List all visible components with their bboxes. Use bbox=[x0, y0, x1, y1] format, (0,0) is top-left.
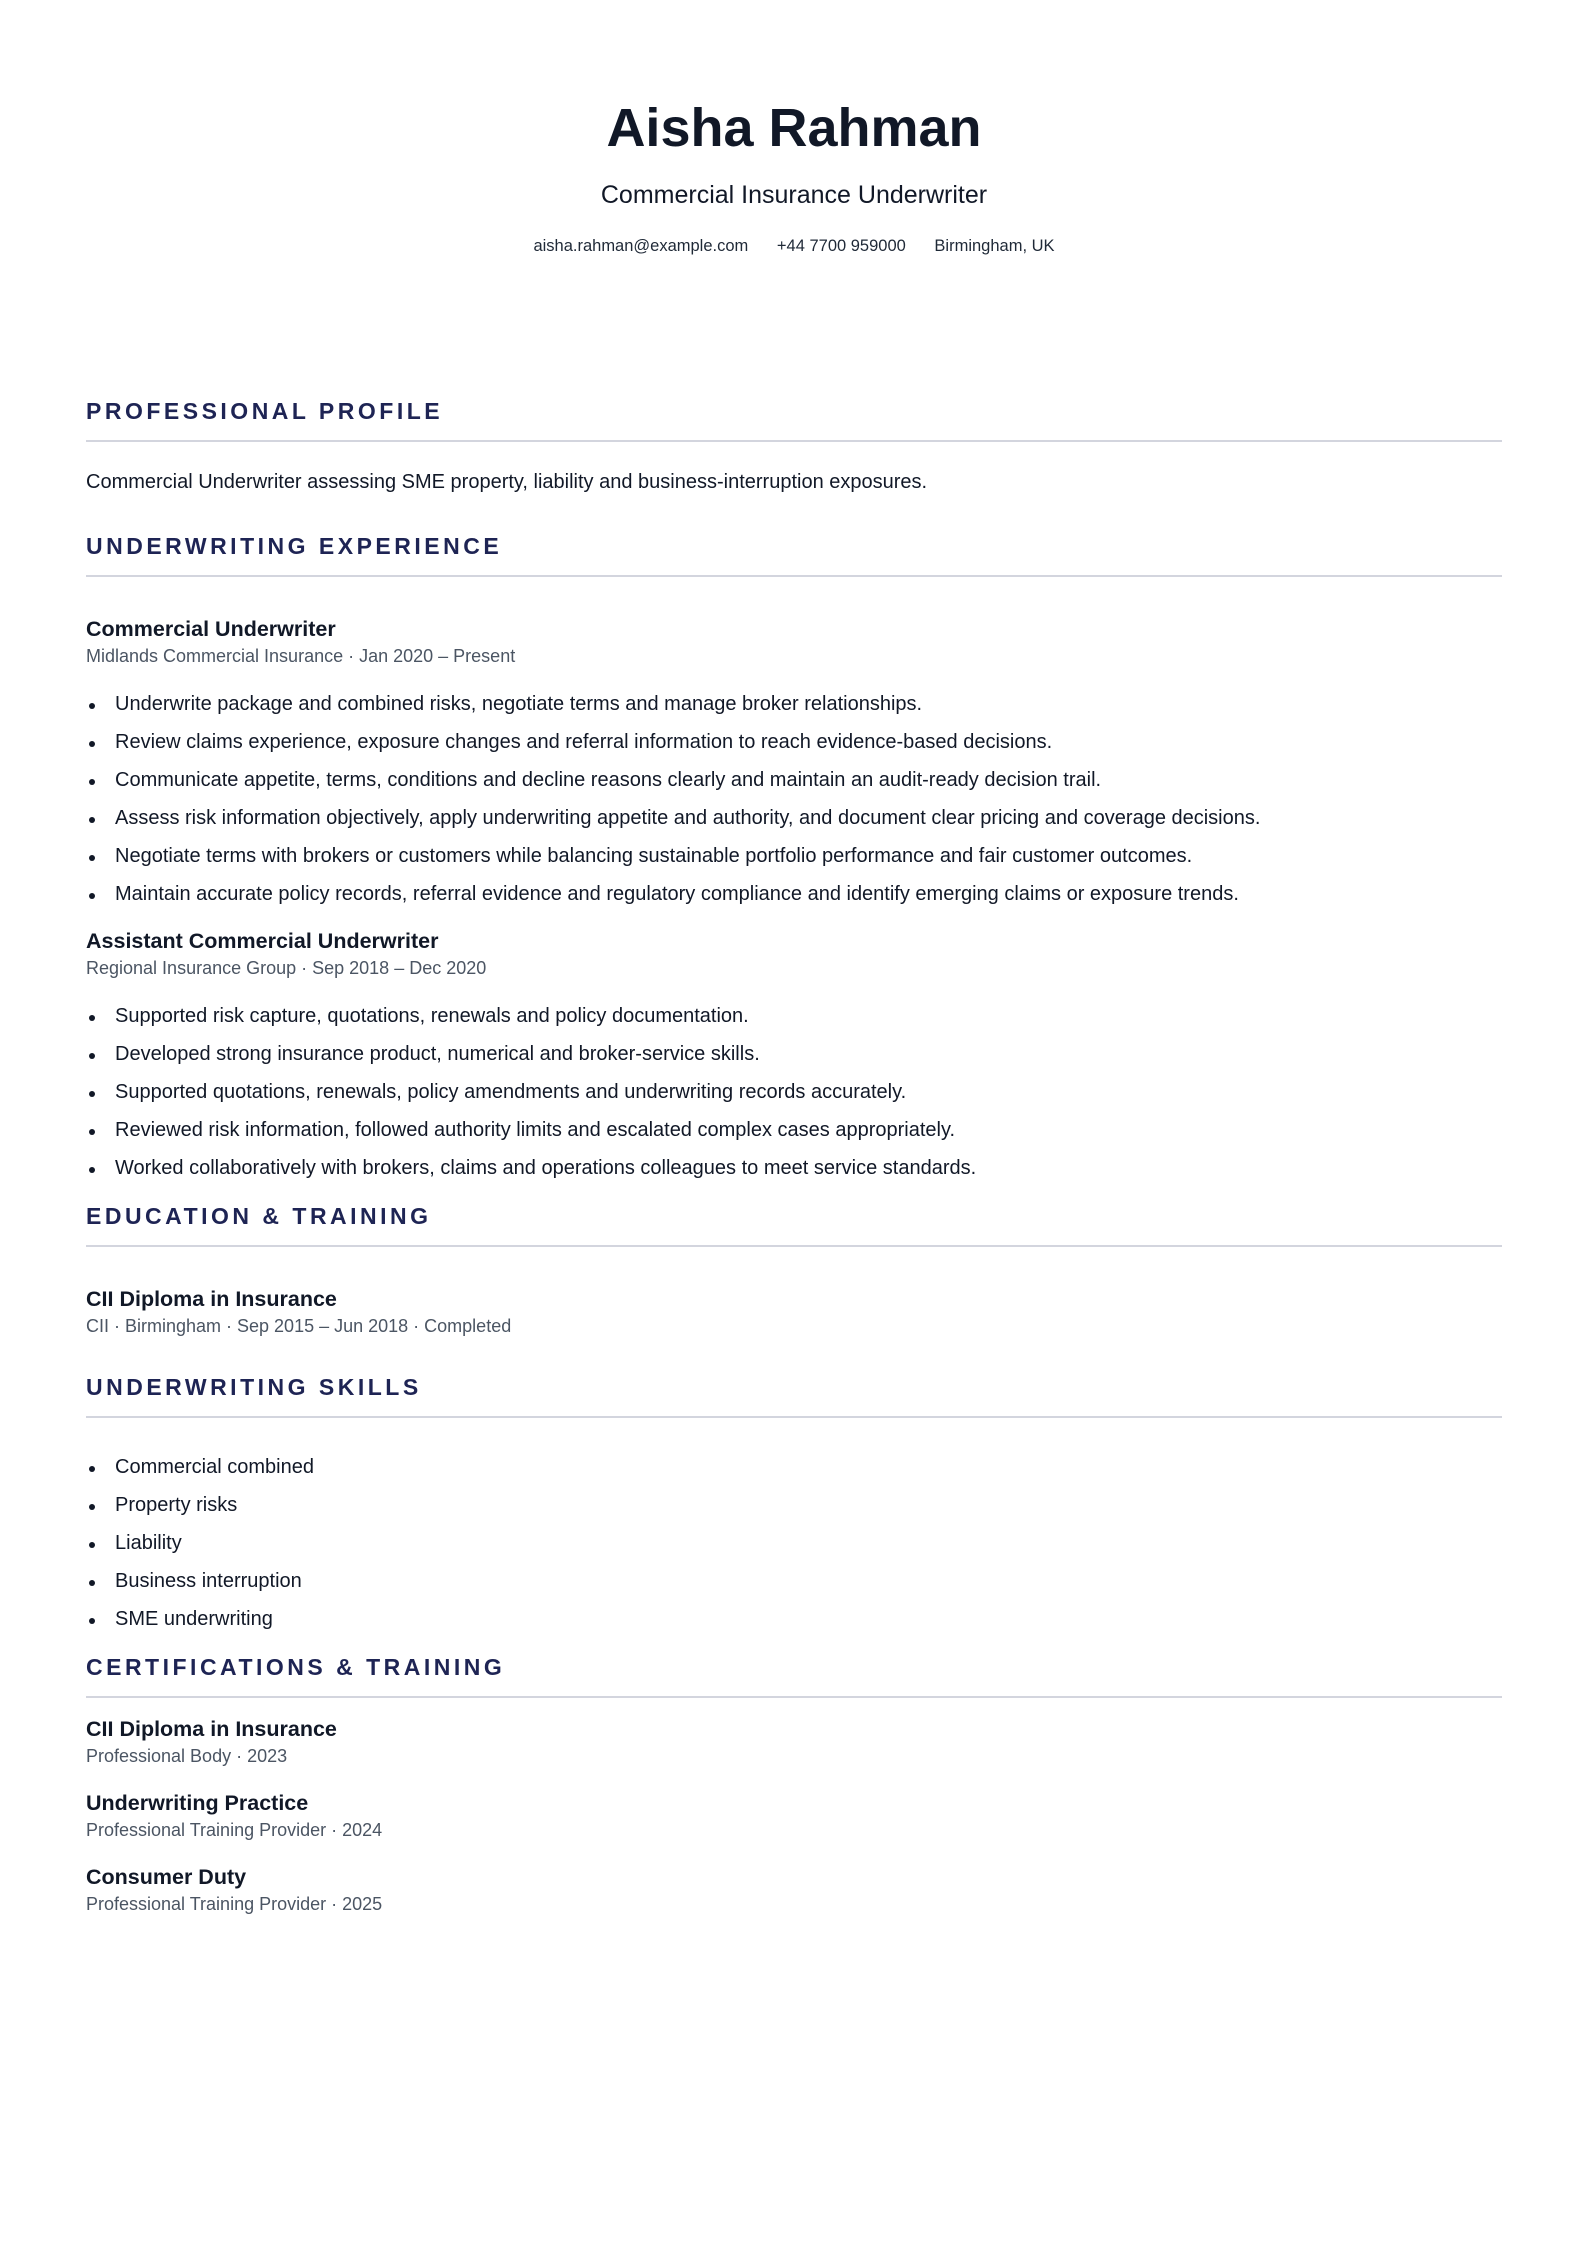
candidate-title: Commercial Insurance Underwriter bbox=[600, 181, 988, 209]
section-heading: CERTIFICATIONS & TRAINING bbox=[86, 1654, 506, 1680]
list-item: Underwrite package and combined risks, negotiate terms and manage broker relationships. bbox=[86, 690, 1502, 728]
list-item: Commercial combined bbox=[86, 1453, 1502, 1491]
experience-section bbox=[86, 532, 1502, 1192]
job-title: Commercial Underwriter bbox=[86, 617, 336, 641]
education-entry bbox=[86, 1285, 1502, 1338]
contact-phone: +44 7700 959000 bbox=[776, 237, 906, 255]
section-heading: UNDERWRITING SKILLS bbox=[86, 1374, 422, 1400]
skills-list bbox=[86, 1453, 1502, 1643]
certification-title: Underwriting Practice bbox=[86, 1791, 309, 1815]
section-divider bbox=[86, 1696, 1502, 1698]
job-bullets bbox=[86, 690, 1502, 918]
job-bullets bbox=[86, 1002, 1502, 1192]
job-title: Assistant Commercial Underwriter bbox=[86, 929, 439, 953]
education-title: CII Diploma in Insurance bbox=[86, 1287, 337, 1311]
skills-section bbox=[86, 1373, 1502, 1643]
section-divider bbox=[86, 1245, 1502, 1247]
list-item: SME underwriting bbox=[86, 1605, 1502, 1643]
education-section bbox=[86, 1202, 1502, 1338]
certification-entry bbox=[86, 1789, 1502, 1842]
certification-title: CII Diploma in Insurance bbox=[86, 1717, 337, 1741]
candidate-name: Aisha Rahman bbox=[606, 98, 982, 158]
contact-location: Birmingham, UK bbox=[934, 237, 1055, 255]
list-item: Worked collaboratively with brokers, claims and operations colleagues to meet service standards. bbox=[86, 1154, 1502, 1192]
list-item: Supported quotations, renewals, policy amendments and underwriting records accurately. bbox=[86, 1078, 1502, 1116]
section-divider bbox=[86, 575, 1502, 577]
contact-email: aisha.rahman@example.com bbox=[533, 237, 749, 255]
list-item: Assess risk information objectively, apply underwriting appetite and authority, and document clear pricing and coverage decisions. bbox=[86, 804, 1502, 842]
job-entry bbox=[86, 615, 1502, 918]
job-entry bbox=[86, 927, 1502, 1192]
section-divider bbox=[86, 440, 1502, 442]
list-item: Review claims experience, exposure changes and referral information to reach evidence-based decisions. bbox=[86, 728, 1502, 766]
certifications-section bbox=[86, 1653, 1502, 1916]
list-item: Maintain accurate policy records, referral evidence and regulatory compliance and identify emerging claims or exposure trends. bbox=[86, 880, 1502, 918]
list-item: Liability bbox=[86, 1529, 1502, 1567]
profile-summary: Commercial Underwriter assessing SME property, liability and business-interruption exposures. bbox=[86, 471, 928, 493]
job-meta: Regional Insurance Group · Sep 2018 – Dec 2020 bbox=[86, 958, 487, 978]
list-item: Supported risk capture, quotations, renewals and policy documentation. bbox=[86, 1002, 1502, 1040]
certification-entry bbox=[86, 1715, 1502, 1768]
section-heading: UNDERWRITING EXPERIENCE bbox=[86, 533, 503, 559]
list-item: Negotiate terms with brokers or customers while balancing sustainable portfolio performance and fair customer outcomes. bbox=[86, 842, 1502, 880]
contact-line bbox=[86, 235, 1502, 257]
certification-meta: Professional Body · 2023 bbox=[86, 1746, 288, 1766]
section-heading: PROFESSIONAL PROFILE bbox=[86, 398, 444, 424]
job-meta: Midlands Commercial Insurance · Jan 2020 – Present bbox=[86, 646, 516, 666]
list-item: Developed strong insurance product, numerical and broker-service skills. bbox=[86, 1040, 1502, 1078]
profile-section bbox=[86, 397, 1502, 496]
section-divider bbox=[86, 1416, 1502, 1418]
list-item: Property risks bbox=[86, 1491, 1502, 1529]
education-meta: CII · Birmingham · Sep 2015 – Jun 2018 · Completed bbox=[86, 1316, 512, 1336]
resume-header bbox=[86, 0, 1502, 257]
certification-title: Consumer Duty bbox=[86, 1865, 247, 1889]
list-item: Communicate appetite, terms, conditions and decline reasons clearly and maintain an audit-ready decision trail. bbox=[86, 766, 1502, 804]
list-item: Reviewed risk information, followed authority limits and escalated complex cases appropriately. bbox=[86, 1116, 1502, 1154]
section-heading: EDUCATION & TRAINING bbox=[86, 1203, 432, 1229]
certification-meta: Professional Training Provider · 2025 bbox=[86, 1894, 383, 1914]
certification-entry bbox=[86, 1863, 1502, 1916]
list-item: Business interruption bbox=[86, 1567, 1502, 1605]
certification-meta: Professional Training Provider · 2024 bbox=[86, 1820, 383, 1840]
